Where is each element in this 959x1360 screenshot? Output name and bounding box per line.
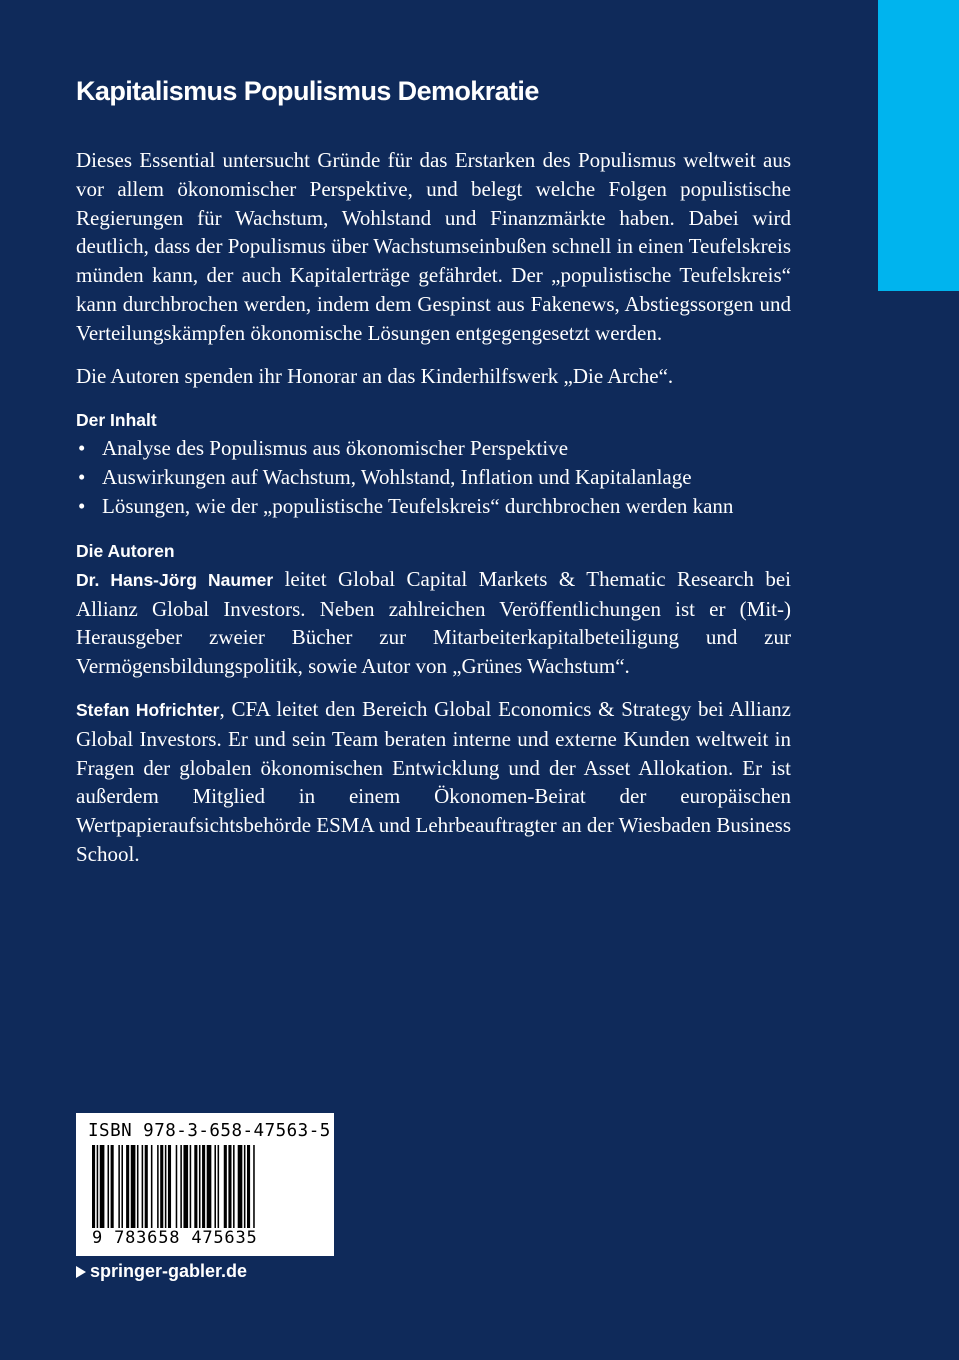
barcode-bars	[92, 1145, 320, 1237]
isbn-barcode	[76, 1113, 334, 1256]
publisher-url: springer-gabler.de	[90, 1261, 248, 1281]
author-name: Stefan Hofrichter	[76, 699, 220, 720]
donation-note: Die Autoren spenden ihr Honorar an das Kinderhilfswerk „Die Arche“.	[76, 363, 674, 388]
author-name: Dr. Hans-Jörg Naumer	[76, 569, 274, 590]
author-bio-text: , CFA leitet den Bereich Global Economics & Strategy bei Allianz Global Investors. Er und sein Team beraten interne und externe Kunden weltweit in Fragen der globalen ökonomischen Entwicklung und der Asset Allokation. Er ist außerdem Mitglied in einem Ökonomen-Beirat der europäischen Wertpapieraufsichtsbehörde ESMA und Lehrbeauftragter an der Wiesbaden Business School.	[76, 696, 791, 866]
back-cover-content	[76, 72, 791, 869]
author-bio	[76, 695, 791, 869]
list-item: • Analyse des Populismus aus ökonomischer Perspektive	[76, 434, 791, 463]
bullet-icon: •	[78, 436, 86, 461]
contents-heading: Der Inhalt	[76, 410, 157, 431]
isbn-number: ISBN 978-3-658-47563-5	[88, 1121, 331, 1141]
bullet-icon: •	[78, 465, 86, 490]
list-item: • Auswirkungen auf Wachstum, Wohlstand, Inflation und Kapitalanlage	[76, 463, 791, 492]
list-item: • Lösungen, wie der „populistische Teufelskreis“ durchbrochen werden kann	[76, 492, 791, 521]
author-bio-text: leitet Global Capital Markets & Thematic Research bei Allianz Global Investors. Neben zahlreichen Veröffentlichungen ist er (Mit-) Herausgeber zweier Bücher zur Mitarbeiterkapitalbeteiligung und zur Vermögensbildungspolitik, sowie Autor von „Grünes Wachstum“.	[76, 566, 792, 679]
accent-bar	[878, 0, 959, 291]
barcode-digits: 9 783658 475635	[92, 1228, 258, 1248]
contents-list	[76, 434, 791, 520]
author-bio	[76, 565, 791, 681]
publisher-link[interactable]	[76, 1261, 247, 1282]
book-title: Kapitalismus Populismus Demokratie	[76, 76, 539, 106]
play-arrow-icon	[76, 1266, 86, 1278]
authors-heading: Die Autoren	[76, 540, 175, 561]
intro-paragraph: Dieses Essential untersucht Gründe für das Erstarken des Populismus weltweit aus vor allem ökonomischer Perspektive, und belegt welche Folgen populistische Regierungen für Wachstum, Wohlstand und Finanzmärkte haben. Dabei wird deutlich, dass der Populismus über Wachstumseinbußen schnell in einen Teufelskreis münden kann, der auch Kapitalerträge gefährdet. Der „populistische Teufelskreis“ kann durchbrochen werden, indem dem Gespinst aus Fakenews, Abstiegssorgen und Verteilungskämpfen ökonomische Lösungen entgegengesetzt werden.	[76, 148, 791, 345]
bullet-icon: •	[78, 493, 86, 518]
